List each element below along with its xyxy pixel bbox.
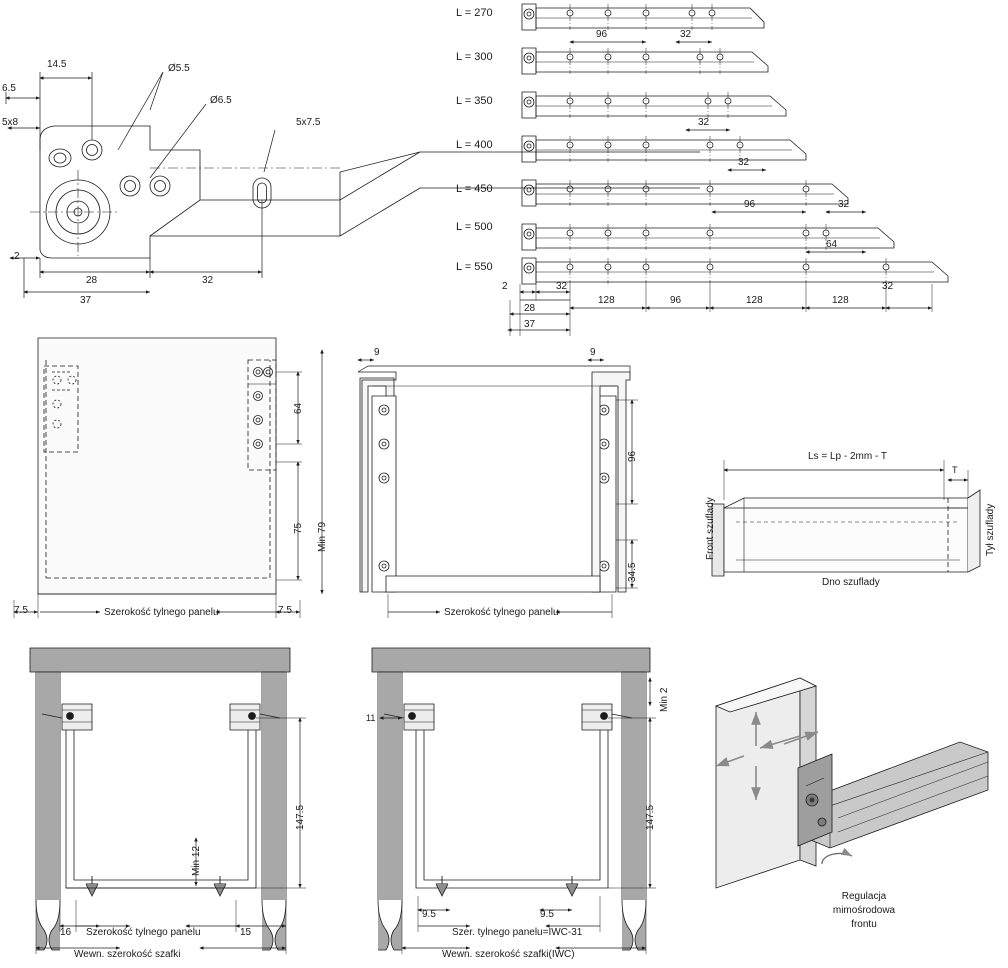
dim-cab-right-9-5-left: 9.5	[422, 909, 436, 920]
dim-front-96: 96	[627, 450, 638, 462]
drawer-side-view-geometry	[712, 490, 980, 576]
caption-adjustment-line1: Regulacja	[841, 891, 887, 902]
caption-front-panel-width: Szerokość tylnego panelu	[444, 607, 559, 618]
dim-cab-right-9-5-right: 9.5	[540, 909, 554, 920]
dim-28: 28	[86, 275, 98, 286]
caption-adjustment-line2: mimośrodowa	[832, 905, 896, 916]
caption-cab-left-cabinet: Wewn. szerokość szafki	[74, 949, 181, 960]
dim-panel-7-5-left: 7.5	[14, 605, 28, 616]
dim-cab-left-15: 15	[240, 927, 252, 938]
dim-5x8: 5x8	[2, 117, 19, 128]
dim-front-9-left: 9	[374, 347, 380, 358]
dim-bottom-37: 37	[524, 319, 536, 330]
dim-thickness-t: T	[952, 465, 958, 475]
dim-row6-32: 32	[838, 199, 850, 210]
dim-5x7-5: 5x7.5	[296, 117, 321, 128]
dim-bottom-32b: 32	[882, 281, 894, 292]
dim-hole-5-5: Ø5.5	[168, 63, 190, 74]
drawer-side-dimension-lines	[724, 460, 968, 500]
length-label-400: L = 400	[456, 139, 493, 151]
dim-14-5: 14.5	[47, 59, 67, 70]
front-section-geometry	[358, 366, 630, 592]
length-label-550: L = 550	[456, 261, 493, 273]
back-panel-view-geometry	[38, 338, 276, 594]
caption-back-panel-width: Szerokość tylnego panelu	[104, 607, 219, 618]
length-series-geometry	[522, 4, 948, 284]
dim-hole-6-5: Ø6.5	[210, 95, 232, 106]
dim-cab-left-147-5: 147.5	[295, 804, 306, 830]
dim-bottom-96: 96	[670, 295, 682, 306]
length-label-350: L = 350	[456, 95, 493, 107]
caption-cab-right-cabinet: Wewn. szerokość szafki(IWC)	[442, 949, 575, 960]
dim-panel-64: 64	[293, 402, 304, 414]
dim-front-9-right: 9	[590, 347, 596, 358]
dim-panel-7-5-right: 7.5	[278, 605, 292, 616]
dim-front-34-5: 34.5	[627, 562, 638, 582]
dim-panel-min79: Min 79	[317, 521, 328, 552]
cabinet-section-right-geometry	[372, 648, 650, 950]
dim-cab-left-16: 16	[60, 927, 72, 938]
caption-adjustment-line3: frontu	[851, 919, 877, 930]
dim-bottom-32a: 32	[556, 281, 568, 292]
dim-row6-96: 96	[744, 199, 756, 210]
length-label-450: L = 450	[456, 183, 493, 195]
length-series-dimension-lines	[508, 42, 932, 336]
formula-ls: Ls = Lp - 2mm - T	[808, 451, 888, 462]
dim-panel-75: 75	[293, 522, 304, 534]
dim-2: 2	[14, 251, 20, 262]
dim-cab-right-11: 11	[366, 713, 376, 723]
dim-bottom-128a: 128	[598, 295, 615, 306]
dim-bottom-128b: 128	[746, 295, 763, 306]
caption-cab-left-panel: Szerokość tylnego panelu	[86, 927, 201, 938]
dim-37: 37	[80, 295, 92, 306]
dim-cab-right-min2: Min 2	[659, 687, 670, 712]
dim-bottom-28: 28	[524, 303, 536, 314]
dim-row5-32: 32	[738, 157, 750, 168]
dim-bottom-128c: 128	[832, 295, 849, 306]
dim-row4-32: 32	[698, 117, 710, 128]
cabinet-section-left-geometry	[30, 648, 290, 950]
dim-cab-left-min12: Min 12	[191, 845, 202, 876]
dim-row1-32: 32	[680, 29, 692, 40]
label-drawer-back: Tył szuflady	[985, 503, 996, 556]
dim-cab-right-147-5: 147.5	[645, 804, 656, 830]
length-label-300: L = 300	[456, 51, 493, 63]
label-drawer-front: Front szuflady	[705, 497, 716, 560]
dim-row7-64: 64	[826, 239, 838, 250]
dim-bottom-2: 2	[502, 281, 508, 292]
caption-cab-right-panel: Szer. tylnego panelu=IWC-31	[452, 927, 583, 938]
bracket-detail-geometry	[30, 72, 700, 258]
dim-32: 32	[202, 275, 214, 286]
dim-row1-96: 96	[596, 29, 608, 40]
length-label-500: L = 500	[456, 221, 493, 233]
label-drawer-bottom: Dno szuflady	[822, 577, 880, 588]
dim-6-5-left: 6.5	[2, 83, 16, 94]
length-label-270: L = 270	[456, 7, 493, 19]
